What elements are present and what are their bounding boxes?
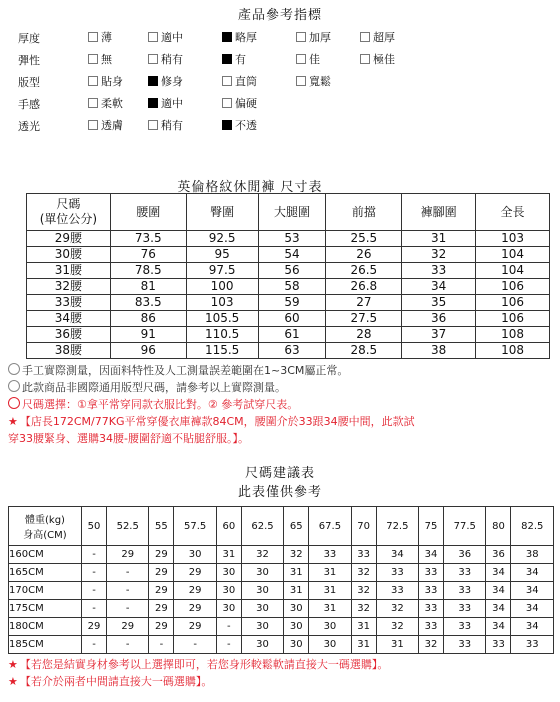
fit-size-cell: 33 [444, 600, 486, 618]
size-value-cell: 53 [258, 231, 326, 247]
fit-size-cell: 33 [444, 618, 486, 636]
size-value-cell: 103 [476, 231, 550, 247]
fit-size-cell: 33 [419, 582, 444, 600]
attr-option [296, 52, 320, 68]
fit-size-cell: 34 [486, 564, 511, 582]
star-icon: ★ [8, 415, 18, 428]
size-value-cell: 26.8 [326, 279, 402, 295]
checked-box-icon [222, 54, 232, 64]
size-value-cell: 28.5 [326, 343, 402, 359]
size-value-cell: 73.5 [110, 231, 186, 247]
fit-size-cell: 33 [419, 564, 444, 582]
size-value-cell: 35 [402, 295, 476, 311]
attr-row [18, 118, 538, 136]
fit-size-cell: 34 [511, 582, 554, 600]
attr-title: 產品參考指標 [237, 8, 322, 23]
fit-table [8, 506, 554, 654]
attr-row [18, 52, 538, 70]
fit-size-cell: 33 [511, 636, 554, 654]
fit-size-cell: 31 [376, 636, 418, 654]
size-value-cell: 105.5 [186, 311, 258, 327]
size-value-cell: 92.5 [186, 231, 258, 247]
fit-row [9, 564, 554, 582]
size-value-cell: 115.5 [186, 343, 258, 359]
fit-weight-cell: 65 [284, 507, 309, 546]
attr-option [148, 74, 183, 90]
fit-size-cell: 36 [444, 546, 486, 564]
size-value-cell: 26.5 [326, 263, 402, 279]
size-value-cell: 38 [402, 343, 476, 359]
fit-weight-cell: 80 [486, 507, 511, 546]
fit-height-cell: 175CM [9, 600, 82, 618]
fit-size-cell: 29 [174, 618, 216, 636]
footer-note-1: ★ 【若您是結實身材參考以上選擇即可，若您身形較鬆軟請直接大一碼選購】。 [8, 658, 389, 671]
fit-row [9, 546, 554, 564]
fit-height-cell: 185CM [9, 636, 82, 654]
attr-option [148, 52, 183, 68]
size-value-cell: 58 [258, 279, 326, 295]
attr-label: 手感 [18, 98, 40, 111]
attr-label: 彈性 [18, 54, 40, 67]
circle-icon [8, 397, 20, 409]
unchecked-box-icon [296, 32, 306, 42]
note-fit: 此款商品非國際通用版型尺碼，請參考以上實際測量。 [8, 379, 554, 396]
fit-size-cell: 29 [149, 546, 174, 564]
size-row [27, 263, 550, 279]
attr-option-label: 佳 [309, 53, 320, 66]
unchecked-box-icon [88, 98, 98, 108]
attr-option-label: 貼身 [101, 75, 123, 88]
size-value-cell: 27 [326, 295, 402, 311]
fit-size-cell: 30 [309, 618, 351, 636]
unchecked-box-icon [88, 76, 98, 86]
size-row [27, 279, 550, 295]
attr-label: 厚度 [18, 32, 40, 45]
fit-size-cell: 31 [309, 600, 351, 618]
fit-row [9, 600, 554, 618]
corner-line-2: (單位公分) [39, 212, 98, 226]
size-value-cell: 25.5 [326, 231, 402, 247]
attr-row [18, 96, 538, 114]
fit-table-title: 尺碼建議表 [244, 466, 315, 481]
note-measure: 手工實際測量，因面料特性及人工測量誤差範圍在1~3CM屬正常。 [8, 362, 554, 379]
size-row [27, 311, 550, 327]
fit-weight-cell: 82.5 [511, 507, 554, 546]
fit-size-cell: 31 [309, 582, 351, 600]
fit-size-cell: 33 [444, 636, 486, 654]
unchecked-box-icon [360, 32, 370, 42]
fit-size-cell: - [82, 564, 107, 582]
size-header-cell: 全長 [476, 194, 550, 231]
unchecked-box-icon [296, 76, 306, 86]
fit-weight-cell: 62.5 [241, 507, 283, 546]
fit-height-cell: 180CM [9, 618, 82, 636]
fit-size-cell: 30 [284, 618, 309, 636]
fit-size-cell: 30 [241, 564, 283, 582]
size-value-cell: 86 [110, 311, 186, 327]
fit-size-cell: 33 [486, 636, 511, 654]
size-value-cell: 27.5 [326, 311, 402, 327]
size-table [26, 193, 550, 359]
fit-header-row [9, 507, 554, 546]
fit-size-cell: 31 [309, 564, 351, 582]
attr-option-label: 不透 [235, 119, 257, 132]
size-table-title: 英倫格紋休閒褲 尺寸表 [177, 180, 323, 195]
attr-option [148, 118, 183, 134]
fit-size-cell: 33 [444, 564, 486, 582]
fit-weight-cell: 70 [351, 507, 376, 546]
size-value-cell: 61 [258, 327, 326, 343]
size-value-cell: 106 [476, 279, 550, 295]
fit-size-cell: - [107, 564, 149, 582]
attr-option [222, 52, 246, 68]
size-value-cell: 96 [110, 343, 186, 359]
fit-size-cell: - [107, 600, 149, 618]
size-value-cell: 63 [258, 343, 326, 359]
attr-option-label: 稍有 [161, 53, 183, 66]
fit-size-cell: 30 [309, 636, 351, 654]
fit-size-cell: - [174, 636, 216, 654]
attr-row [18, 74, 538, 92]
size-value-cell: 103 [186, 295, 258, 311]
fit-size-cell: 31 [351, 618, 376, 636]
attr-option [88, 96, 123, 112]
attr-option-label: 偏硬 [235, 97, 257, 110]
size-corner-cell [27, 194, 111, 231]
fit-size-cell: 29 [149, 564, 174, 582]
attr-option-label: 柔軟 [101, 97, 123, 110]
size-header-cell: 臀圍 [186, 194, 258, 231]
size-value-cell: 104 [476, 263, 550, 279]
fit-size-cell: 32 [376, 600, 418, 618]
corner-line-1: 體重(kg) [25, 515, 65, 526]
fit-size-cell: 34 [511, 564, 554, 582]
attr-option [296, 74, 331, 90]
attr-option-label: 薄 [101, 31, 112, 44]
unchecked-box-icon [148, 120, 158, 130]
fit-size-cell: - [82, 600, 107, 618]
attr-option [296, 30, 331, 46]
fit-size-cell: 33 [309, 546, 351, 564]
fit-size-cell: - [216, 618, 241, 636]
fit-row [9, 582, 554, 600]
attr-option [222, 118, 257, 134]
size-value-cell: 36 [402, 311, 476, 327]
attr-option-label: 超厚 [373, 31, 395, 44]
size-value-cell: 108 [476, 327, 550, 343]
fit-size-cell: - [82, 636, 107, 654]
fit-size-cell: 30 [241, 600, 283, 618]
size-value-cell: 33 [402, 263, 476, 279]
fit-weight-cell: 55 [149, 507, 174, 546]
unchecked-box-icon [88, 32, 98, 42]
fit-size-cell: 30 [216, 564, 241, 582]
size-header-cell: 褲腳圍 [402, 194, 476, 231]
fit-size-cell: 29 [107, 546, 149, 564]
fit-weight-cell: 75 [419, 507, 444, 546]
fit-row [9, 618, 554, 636]
size-header-row [27, 194, 550, 231]
attr-option [88, 30, 112, 46]
size-label-cell: 36腰 [27, 327, 111, 343]
size-value-cell: 106 [476, 295, 550, 311]
fit-size-cell: 29 [149, 600, 174, 618]
fit-size-cell: 34 [376, 546, 418, 564]
fit-size-cell: 32 [351, 582, 376, 600]
attr-option-label: 有 [235, 53, 246, 66]
size-row [27, 231, 550, 247]
fit-size-cell: 33 [419, 618, 444, 636]
fit-height-cell: 160CM [9, 546, 82, 564]
size-value-cell: 31 [402, 231, 476, 247]
unchecked-box-icon [296, 54, 306, 64]
size-value-cell: 108 [476, 343, 550, 359]
unchecked-box-icon [360, 54, 370, 64]
fit-weight-cell: 52.5 [107, 507, 149, 546]
fit-size-cell: 30 [216, 600, 241, 618]
fit-size-cell: 31 [351, 636, 376, 654]
fit-size-cell: 34 [486, 618, 511, 636]
fit-size-cell: 38 [511, 546, 554, 564]
size-label-cell: 34腰 [27, 311, 111, 327]
fit-size-cell: 29 [149, 618, 174, 636]
fit-size-cell: 29 [174, 564, 216, 582]
unchecked-box-icon [148, 32, 158, 42]
circle-icon [8, 363, 20, 375]
size-value-cell: 95 [186, 247, 258, 263]
fit-size-cell: 31 [284, 582, 309, 600]
attr-row [18, 30, 538, 48]
fit-size-cell: 32 [284, 546, 309, 564]
size-label-cell: 32腰 [27, 279, 111, 295]
fit-weight-cell: 60 [216, 507, 241, 546]
fit-size-cell: 36 [486, 546, 511, 564]
note-manager-cont: 穿33腰緊身、選購34腰-腰圍舒適不貼腿舒服。】。 [8, 432, 249, 445]
fit-size-cell: - [107, 582, 149, 600]
unchecked-box-icon [148, 54, 158, 64]
fit-size-cell: 34 [486, 582, 511, 600]
attr-option-label: 極佳 [373, 53, 395, 66]
attr-option-label: 透膚 [101, 119, 123, 132]
fit-size-cell: 31 [216, 546, 241, 564]
circle-icon [8, 380, 20, 392]
fit-size-cell: - [216, 636, 241, 654]
footer-notes [8, 656, 554, 690]
fit-height-cell: 170CM [9, 582, 82, 600]
fit-weight-cell: 57.5 [174, 507, 216, 546]
size-header-cell: 大腿圍 [258, 194, 326, 231]
attr-option [148, 96, 183, 112]
unchecked-box-icon [222, 76, 232, 86]
size-value-cell: 91 [110, 327, 186, 343]
size-value-cell: 110.5 [186, 327, 258, 343]
size-label-cell: 30腰 [27, 247, 111, 263]
fit-size-cell: - [82, 546, 107, 564]
attr-option [360, 52, 395, 68]
fit-weight-cell: 77.5 [444, 507, 486, 546]
fit-size-cell: 32 [376, 618, 418, 636]
fit-size-cell: - [107, 636, 149, 654]
fit-size-cell: 33 [376, 582, 418, 600]
fit-size-cell: 33 [351, 546, 376, 564]
attr-option-label: 寬鬆 [309, 75, 331, 88]
unchecked-box-icon [88, 120, 98, 130]
attr-option-label: 修身 [161, 75, 183, 88]
notes [8, 362, 554, 447]
fit-weight-cell: 72.5 [376, 507, 418, 546]
fit-size-cell: 30 [241, 582, 283, 600]
size-value-cell: 76 [110, 247, 186, 263]
fit-size-cell: 30 [284, 636, 309, 654]
attr-label: 版型 [18, 76, 40, 89]
size-value-cell: 83.5 [110, 295, 186, 311]
fit-size-cell: 34 [511, 600, 554, 618]
attr-option-label: 加厚 [309, 31, 331, 44]
fit-size-cell: 29 [82, 618, 107, 636]
footer-note-2: ★ 【若介於兩者中間請直接大一碼選購】。 [8, 675, 213, 688]
attr-option [88, 118, 123, 134]
fit-size-cell: 29 [107, 618, 149, 636]
unchecked-box-icon [222, 98, 232, 108]
attr-option [222, 96, 257, 112]
attr-option [148, 30, 183, 46]
fit-size-cell: 30 [216, 582, 241, 600]
size-label-cell: 38腰 [27, 343, 111, 359]
fit-size-cell: - [149, 636, 174, 654]
fit-weight-cell: 50 [82, 507, 107, 546]
fit-size-cell: 29 [174, 600, 216, 618]
size-value-cell: 60 [258, 311, 326, 327]
note-manager: ★ 【店長172CM/77KG平常穿優衣庫褲款84CM，腰圍介於33跟34腰中間，此款試 [8, 415, 415, 428]
checked-box-icon [222, 120, 232, 130]
attr-option-label: 適中 [161, 31, 183, 44]
size-value-cell: 32 [402, 247, 476, 263]
size-value-cell: 78.5 [110, 263, 186, 279]
attr-label: 透光 [18, 120, 40, 133]
checked-box-icon [148, 98, 158, 108]
star-icon: ★ [8, 675, 18, 688]
corner-line-2: 身高(CM) [23, 530, 67, 541]
fit-size-cell: 34 [511, 618, 554, 636]
unchecked-box-icon [88, 54, 98, 64]
attr-option-label: 直筒 [235, 75, 257, 88]
attr-option-label: 適中 [161, 97, 183, 110]
size-row [27, 247, 550, 263]
fit-row [9, 636, 554, 654]
checked-box-icon [148, 76, 158, 86]
size-value-cell: 100 [186, 279, 258, 295]
fit-size-cell: 34 [486, 600, 511, 618]
star-icon: ★ [8, 658, 18, 671]
attr-option [360, 30, 395, 46]
attr-option [222, 30, 257, 46]
size-value-cell: 97.5 [186, 263, 258, 279]
attr-option-label: 無 [101, 53, 112, 66]
size-label-cell: 31腰 [27, 263, 111, 279]
fit-size-cell: 29 [149, 582, 174, 600]
fit-size-cell: 30 [241, 636, 283, 654]
fit-size-cell: - [82, 582, 107, 600]
fit-size-cell: 29 [174, 582, 216, 600]
fit-size-cell: 30 [174, 546, 216, 564]
size-value-cell: 104 [476, 247, 550, 263]
fit-size-cell: 30 [241, 618, 283, 636]
attr-option-label: 稍有 [161, 119, 183, 132]
fit-size-cell: 31 [284, 564, 309, 582]
size-value-cell: 28 [326, 327, 402, 343]
size-row [27, 343, 550, 359]
fit-size-cell: 33 [376, 564, 418, 582]
size-header-cell: 前擋 [326, 194, 402, 231]
size-value-cell: 54 [258, 247, 326, 263]
checked-box-icon [222, 32, 232, 42]
size-label-cell: 29腰 [27, 231, 111, 247]
size-value-cell: 59 [258, 295, 326, 311]
size-value-cell: 34 [402, 279, 476, 295]
size-header-cell: 腰圍 [110, 194, 186, 231]
fit-size-cell: 32 [419, 636, 444, 654]
size-row [27, 327, 550, 343]
size-row [27, 295, 550, 311]
size-value-cell: 106 [476, 311, 550, 327]
fit-corner-cell [9, 507, 82, 546]
size-value-cell: 37 [402, 327, 476, 343]
size-value-cell: 81 [110, 279, 186, 295]
fit-size-cell: 32 [241, 546, 283, 564]
fit-size-cell: 32 [351, 564, 376, 582]
fit-size-cell: 30 [284, 600, 309, 618]
fit-size-cell: 34 [419, 546, 444, 564]
attr-option [88, 74, 123, 90]
fit-size-cell: 33 [444, 582, 486, 600]
note-choose: 尺碼選擇：①拿平常穿同款衣服比對。② 參考試穿尺表。 [8, 396, 554, 413]
fit-table-subtitle: 此表僅供參考 [237, 485, 322, 500]
fit-weight-cell: 67.5 [309, 507, 351, 546]
size-value-cell: 56 [258, 263, 326, 279]
attr-option [222, 74, 257, 90]
fit-size-cell: 33 [419, 600, 444, 618]
size-label-cell: 33腰 [27, 295, 111, 311]
fit-size-cell: 32 [351, 600, 376, 618]
corner-line-1: 尺碼 [56, 197, 81, 211]
attr-option [88, 52, 112, 68]
fit-height-cell: 165CM [9, 564, 82, 582]
size-value-cell: 26 [326, 247, 402, 263]
attr-option-label: 略厚 [235, 31, 257, 44]
